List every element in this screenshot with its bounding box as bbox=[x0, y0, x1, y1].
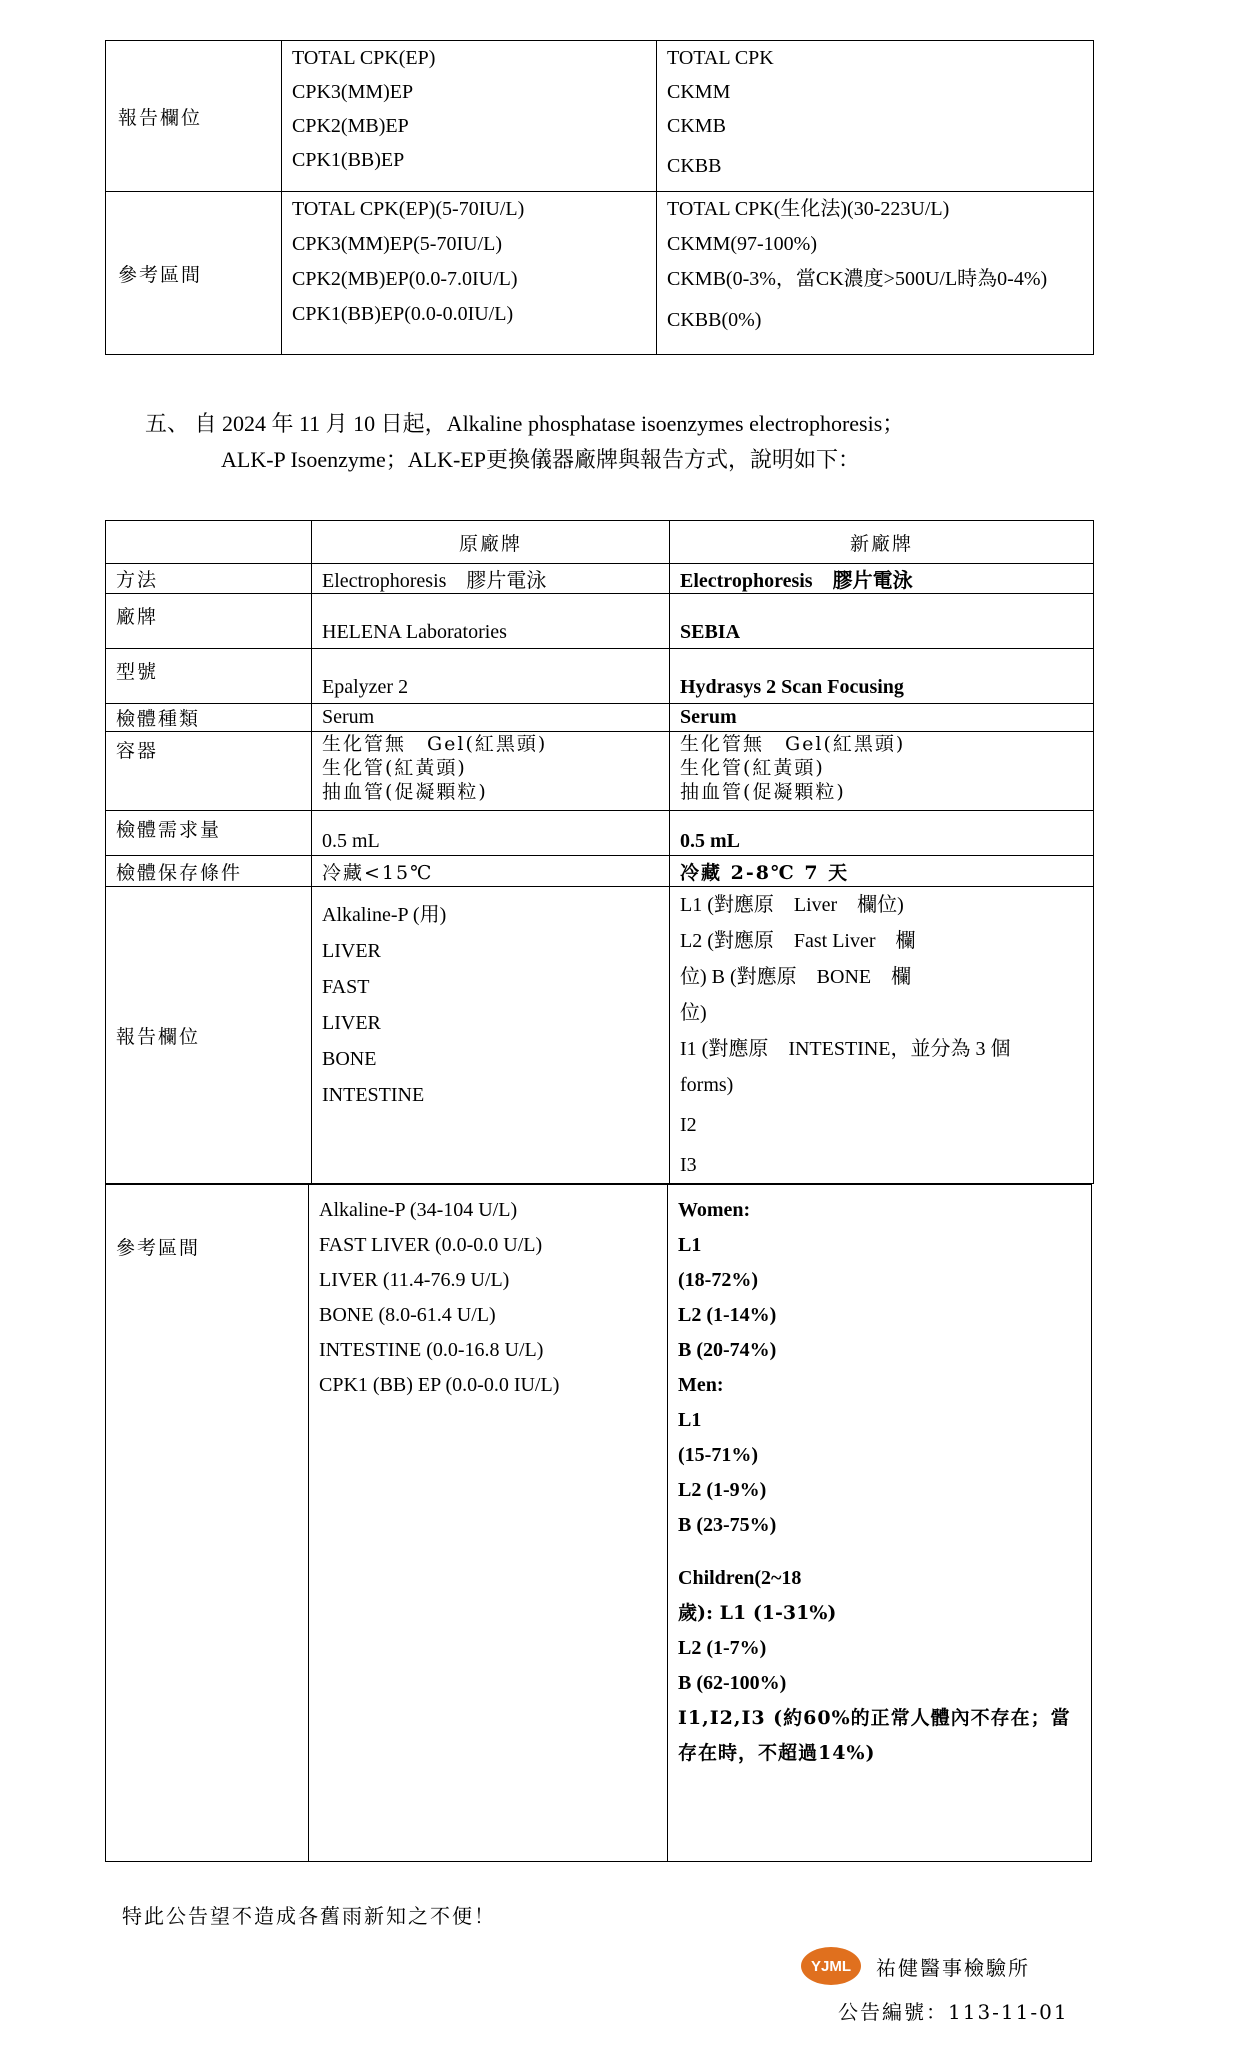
cpk-ref-new-cell bbox=[657, 192, 1094, 355]
alkp-report-label: 報告欄位 bbox=[106, 887, 312, 1184]
ref-old-item: FAST LIVER (0.0-0.0 U/L) bbox=[319, 1234, 543, 1256]
alkp-report-old-item: LIVER bbox=[322, 940, 381, 962]
cpk-ref-new-item: CKMB(0-3%，當CK濃度>500U/L時為0-4%) bbox=[667, 268, 1048, 290]
cpk-report-old-item: CPK1(BB)EP bbox=[292, 149, 405, 171]
cpk-report-old-item: CPK2(MB)EP bbox=[292, 115, 409, 137]
ref-label: 參考區間 bbox=[106, 1185, 309, 1862]
cpk-report-new-item: CKMM bbox=[667, 81, 731, 103]
volume-row bbox=[106, 811, 1094, 856]
cpk-report-old-cell bbox=[282, 41, 657, 192]
cpk-ref-label: 參考區間 bbox=[106, 192, 282, 355]
section-5-heading bbox=[145, 406, 1105, 478]
alkp-report-new-item: I2 bbox=[680, 1114, 697, 1136]
cpk-ref-old-cell bbox=[282, 192, 657, 355]
storage-new: 冷藏 2-8℃ 7 天 bbox=[670, 856, 1094, 887]
ref-old-item: CPK1 (BB) EP (0.0-0.0 IU/L) bbox=[319, 1374, 560, 1396]
cpk-report-new-cell bbox=[657, 41, 1094, 192]
alkp-report-new-item: forms) bbox=[680, 1074, 734, 1096]
header-old-brand: 原廠牌 bbox=[312, 521, 670, 564]
intestine-note-line: I1,I2,I3 (約60%的正常人體內不存在；當 bbox=[678, 1707, 1071, 1729]
spacer bbox=[678, 1543, 1091, 1561]
cpk-report-new-item: CKMB bbox=[667, 115, 726, 137]
model-new: Hydrasys 2 Scan Focusing bbox=[670, 649, 1094, 704]
cpk-ref-new-item: CKBB(0%) bbox=[667, 309, 762, 331]
cpk-table bbox=[105, 40, 1094, 355]
alkp-report-old-item: Alkaline-P (用) bbox=[322, 904, 447, 926]
cpk-ref-old-item: CPK1(BB)EP(0.0-0.0IU/L) bbox=[292, 303, 514, 325]
ref-row bbox=[106, 1185, 1092, 1862]
brand-label: 廠牌 bbox=[106, 594, 312, 649]
specimen-type-old: Serum bbox=[312, 704, 670, 732]
specimen-type-row bbox=[106, 704, 1094, 732]
alkp-report-old-item: FAST bbox=[322, 976, 370, 998]
alkp-report-new-item: 位) B (對應原 BONE 欄 bbox=[680, 966, 912, 988]
blank-header-cell bbox=[106, 521, 312, 564]
container-old-item: 生化管(紅黃頭) bbox=[322, 757, 467, 779]
alkp-report-row bbox=[106, 887, 1094, 1184]
children-title: Children(2~18 bbox=[678, 1567, 802, 1589]
yjml-logo-icon bbox=[800, 1946, 862, 1986]
logo-text: YJML bbox=[810, 1958, 852, 1975]
men-item: (15-71%) bbox=[678, 1444, 758, 1466]
alkp-report-new-item: 位) bbox=[680, 1002, 707, 1024]
alkp-report-new-cell bbox=[670, 887, 1094, 1184]
women-item: (18-72%) bbox=[678, 1269, 758, 1291]
container-new-cell bbox=[670, 732, 1094, 811]
alkp-report-new-item: I3 bbox=[680, 1154, 697, 1176]
alkp-comparison-table bbox=[105, 520, 1094, 1184]
container-old-item: 生化管無 Gel(紅黑頭) bbox=[322, 733, 548, 755]
cpk-report-old-item: TOTAL CPK(EP) bbox=[292, 47, 436, 69]
container-new-item: 生化管無 Gel(紅黑頭) bbox=[680, 733, 906, 755]
organization-name: 祐健醫事檢驗所 bbox=[876, 1955, 1030, 1980]
notice-number: 公告編號：113-11-01 bbox=[838, 2000, 1069, 2024]
volume-old: 0.5 mL bbox=[312, 811, 670, 856]
alkp-report-old-item: BONE bbox=[322, 1048, 377, 1070]
container-new-item: 抽血管(促凝顆粒) bbox=[680, 781, 846, 803]
specimen-type-label: 檢體種類 bbox=[106, 704, 312, 732]
ref-new-cell bbox=[668, 1185, 1092, 1862]
ref-old-cell bbox=[309, 1185, 668, 1862]
brand-old: HELENA Laboratories bbox=[312, 594, 670, 649]
cpk-ref-new-item: CKMM(97-100%) bbox=[667, 233, 817, 255]
method-old: Electrophoresis 膠片電泳 bbox=[312, 564, 670, 594]
cpk-ref-row bbox=[106, 192, 1094, 355]
ref-old-item: LIVER (11.4-76.9 U/L) bbox=[319, 1269, 510, 1291]
storage-label: 檢體保存條件 bbox=[106, 856, 312, 887]
cpk-ref-old-item: CPK3(MM)EP(5-70IU/L) bbox=[292, 233, 502, 255]
alkp-report-old-cell bbox=[312, 887, 670, 1184]
model-old: Epalyzer 2 bbox=[312, 649, 670, 704]
cpk-report-row bbox=[106, 41, 1094, 192]
alkp-report-old-item: INTESTINE bbox=[322, 1084, 425, 1106]
organization-signature bbox=[800, 1946, 1030, 1986]
container-row bbox=[106, 732, 1094, 811]
cpk-ref-new-item: TOTAL CPK(生化法)(30-223U/L) bbox=[667, 198, 950, 220]
section-5-line-2: ALK-P Isoenzyme；ALK-EP更換儀器廠牌與報告方式，說明如下： bbox=[221, 447, 860, 472]
alkp-report-new-item: I1 (對應原 INTESTINE，並分為 3 個 bbox=[680, 1038, 1011, 1060]
alkp-report-new-item: L2 (對應原 Fast Liver 欄 bbox=[680, 930, 916, 952]
ref-old-item: INTESTINE (0.0-16.8 U/L) bbox=[319, 1339, 544, 1361]
container-label: 容器 bbox=[106, 732, 312, 811]
women-title: Women: bbox=[678, 1199, 751, 1221]
cpk-ref-old-item: TOTAL CPK(EP)(5-70IU/L) bbox=[292, 198, 525, 220]
method-label: 方法 bbox=[106, 564, 312, 594]
men-item: B (23-75%) bbox=[678, 1514, 777, 1536]
intestine-note-line: 存在時，不超過14%) bbox=[678, 1742, 876, 1764]
storage-row bbox=[106, 856, 1094, 887]
volume-label: 檢體需求量 bbox=[106, 811, 312, 856]
closing-note: 特此公告望不造成各舊雨新知之不便！ bbox=[122, 1904, 496, 1928]
model-row bbox=[106, 649, 1094, 704]
ref-old-item: Alkaline-P (34-104 U/L) bbox=[319, 1199, 518, 1221]
alkp-reference-table bbox=[105, 1184, 1092, 1862]
men-item: L2 (1-9%) bbox=[678, 1479, 767, 1501]
cpk-ref-old-item: CPK2(MB)EP(0.0-7.0IU/L) bbox=[292, 268, 518, 290]
storage-old: 冷藏<15℃ bbox=[312, 856, 670, 887]
container-new-item: 生化管(紅黃頭) bbox=[680, 757, 825, 779]
cpk-report-new-item: CKBB bbox=[667, 155, 722, 177]
alkp-report-old-item: LIVER bbox=[322, 1012, 381, 1034]
cpk-report-new-item: TOTAL CPK bbox=[667, 47, 774, 69]
cpk-report-old-item: CPK3(MM)EP bbox=[292, 81, 414, 103]
alkp-header-row bbox=[106, 521, 1094, 564]
header-new-brand: 新廠牌 bbox=[670, 521, 1094, 564]
children-item: L2 (1-7%) bbox=[678, 1637, 767, 1659]
brand-new: SEBIA bbox=[670, 594, 1094, 649]
container-old-cell bbox=[312, 732, 670, 811]
method-row bbox=[106, 564, 1094, 594]
women-item: L1 bbox=[678, 1234, 702, 1256]
method-new: Electrophoresis 膠片電泳 bbox=[670, 564, 1094, 594]
children-item: 歲): L1 (1-31%) bbox=[678, 1602, 837, 1624]
ref-old-item: BONE (8.0-61.4 U/L) bbox=[319, 1304, 496, 1326]
men-title: Men: bbox=[678, 1374, 724, 1396]
alkp-report-new-item: L1 (對應原 Liver 欄位) bbox=[680, 894, 904, 916]
cpk-report-label: 報告欄位 bbox=[106, 41, 282, 192]
volume-new: 0.5 mL bbox=[670, 811, 1094, 856]
container-old-item: 抽血管(促凝顆粒) bbox=[322, 781, 488, 803]
children-item: B (62-100%) bbox=[678, 1672, 787, 1694]
men-item: L1 bbox=[678, 1409, 702, 1431]
model-label: 型號 bbox=[106, 649, 312, 704]
women-item: B (20-74%) bbox=[678, 1339, 777, 1361]
brand-row bbox=[106, 594, 1094, 649]
women-item: L2 (1-14%) bbox=[678, 1304, 777, 1326]
section-5-line-1: 五、 自 2024 年 11 月 10 日起，Alkaline phosphatase isoenzymes electrophoresis； bbox=[145, 411, 905, 436]
specimen-type-new: Serum bbox=[670, 704, 1094, 732]
